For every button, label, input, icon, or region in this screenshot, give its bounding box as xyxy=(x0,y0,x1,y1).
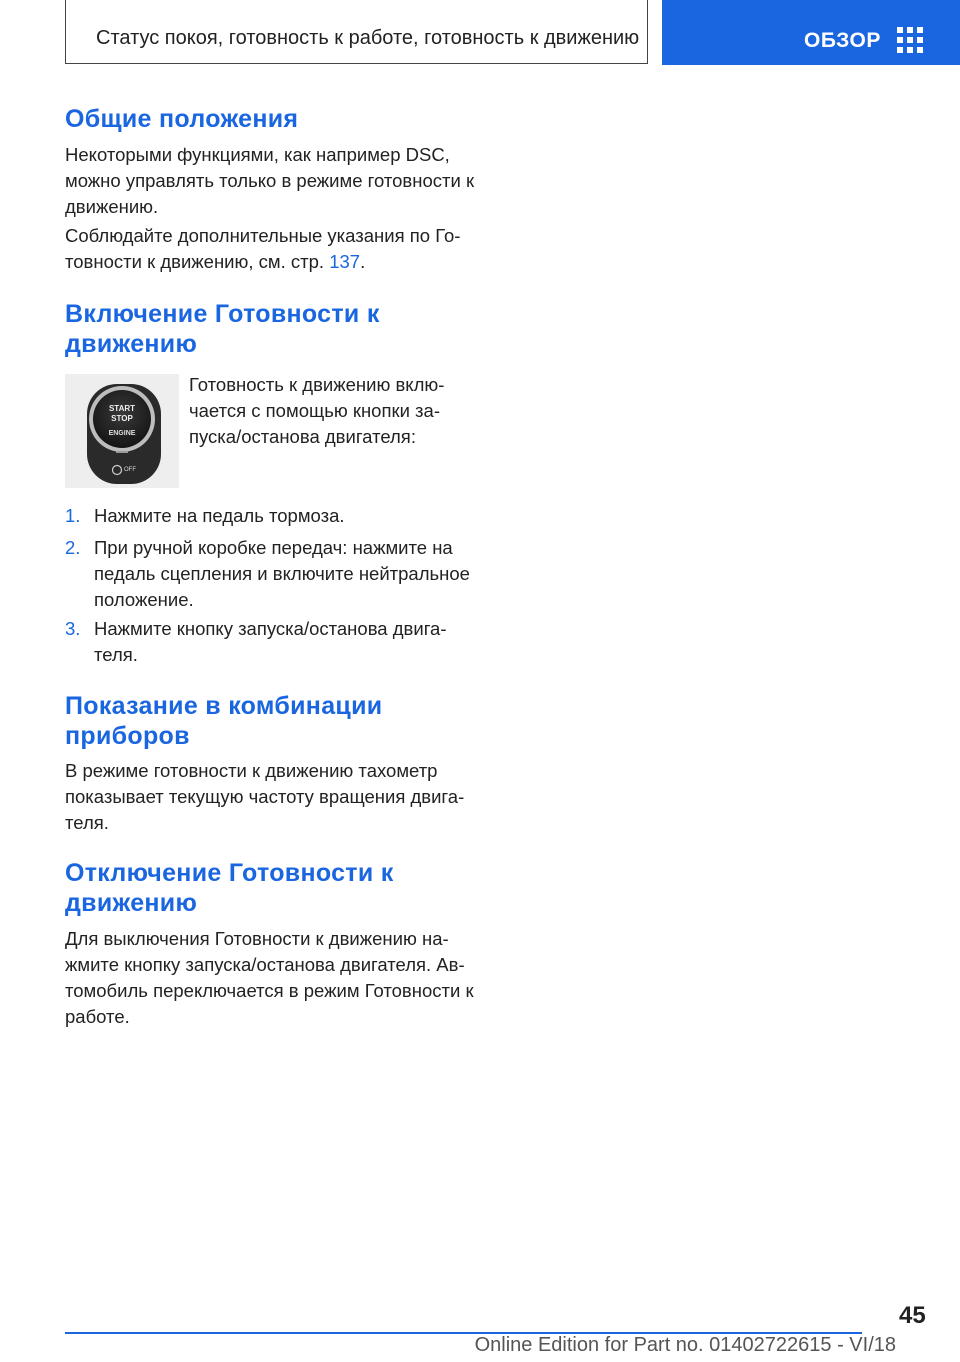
overview-tab[interactable] xyxy=(662,0,960,65)
step-2-number: 2. xyxy=(65,537,81,558)
heading-enable-line1: Включение Готовности к xyxy=(65,300,380,328)
heading-disable-line2: движению xyxy=(65,889,198,917)
general-paragraph-1: Некоторыми функциями, как например DSC, можно управлять только в режиме готовности к движению. xyxy=(65,144,475,217)
overview-tab-label: ОБЗОР xyxy=(804,29,881,52)
chapter-title: Статус покоя, готовность к работе, готовность к движению xyxy=(96,27,640,49)
page-number: 45 xyxy=(899,1302,926,1329)
display-paragraph: В режиме готовности к движению тахометр показывает текущую частоту вращения двигателя. xyxy=(65,760,465,833)
general-paragraph-2-end: . xyxy=(360,251,366,272)
start-stop-button-photo xyxy=(65,374,179,488)
heading-enable-line2: движению xyxy=(65,330,198,358)
heading-general: Общие положения xyxy=(65,105,299,133)
button-label-engine: ENGINE xyxy=(108,430,136,437)
footer-edition: Online Edition for Part no. 01402722615 - VI/18 xyxy=(474,1334,896,1356)
step-1-text: Нажмите на педаль тормоза. xyxy=(94,505,345,526)
heading-display-line1: Показание в комбинации xyxy=(65,692,383,720)
step-2-text: При ручной коробке передач: нажмите на педаль сцепления и включите нейтральное положение. xyxy=(94,537,470,610)
button-label-stop: STOP xyxy=(111,414,133,423)
disable-paragraph: Для выключения Готовности к движению нажмите кнопку запуска/останова двигателя. Автомобиль переключается в режим Готовности к работе. xyxy=(65,928,474,1027)
heading-display-line2: приборов xyxy=(65,722,190,750)
button-label-start: START xyxy=(108,404,136,413)
step-3-text: Нажмите кнопку запуска/останова двигателя. xyxy=(94,618,447,665)
general-paragraph-2 xyxy=(65,223,485,275)
general-paragraph-2-text: Соблюдайте дополнительные указания по Готовности к движению, см. стр. xyxy=(65,225,461,272)
grid-icon xyxy=(897,27,923,53)
step-1-number: 1. xyxy=(65,505,81,526)
enable-intro: Готовность к движению включается с помощью кнопки запуска/останова двигателя: xyxy=(189,374,445,447)
page-reference-link[interactable]: 137 xyxy=(329,251,361,272)
heading-disable-line1: Отключение Готовности к xyxy=(65,859,394,887)
step-3-number: 3. xyxy=(65,618,81,639)
button-label-off: OFF xyxy=(124,467,136,473)
